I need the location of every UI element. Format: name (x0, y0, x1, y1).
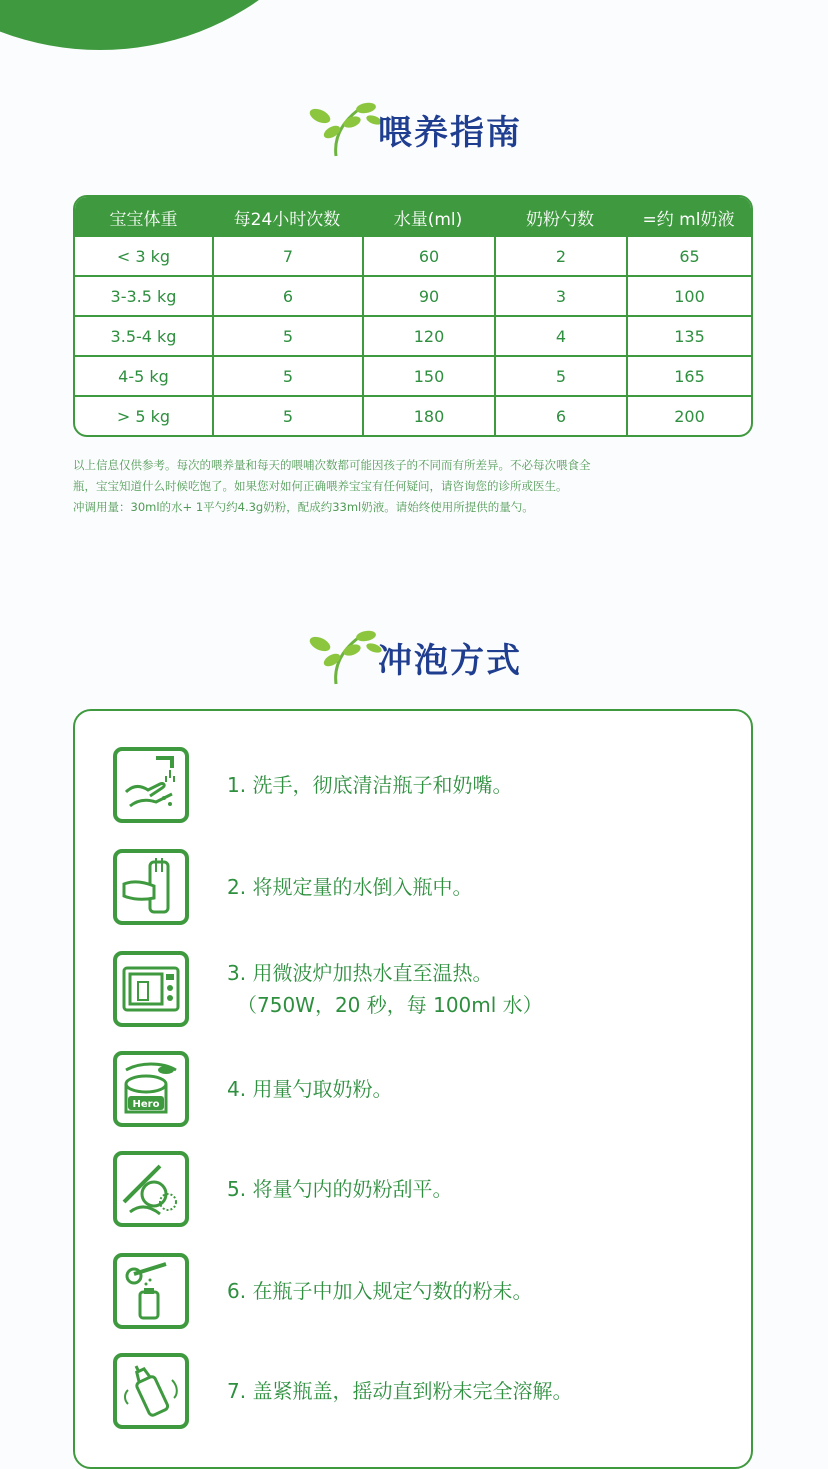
brand-text: Hero (132, 1099, 160, 1110)
table-row (75, 275, 751, 315)
leaf-sprig-icon (306, 100, 384, 158)
cell-times: 6 (212, 277, 362, 315)
cell-times: 5 (212, 397, 362, 435)
top-green-arc (0, 0, 360, 50)
header-scoops: 奶粉勺数 (526, 209, 594, 230)
cell-milk: 65 (626, 237, 751, 275)
microwave-icon (113, 951, 189, 1027)
step-text (227, 957, 543, 1021)
table-row (75, 395, 751, 435)
cell-milk: 200 (626, 397, 751, 435)
step-text: 5. 将量勺内的奶粉刮平。 (227, 1177, 453, 1201)
step-item (113, 949, 713, 1029)
cell-scoops: 5 (494, 357, 626, 395)
cell-weight: 3.5-4 kg (110, 326, 177, 346)
note-line: 以上信息仅供参考。每次的喂养量和每天的喂哺次数都可能因孩子的不同而有所差异。不必每次喂食全 (73, 458, 591, 472)
table-row (75, 315, 751, 355)
feeding-guide-title: 喂养指南 (378, 112, 522, 153)
cell-milk: 135 (626, 317, 751, 355)
leaf-sprig-icon (306, 628, 384, 686)
table-row (75, 237, 751, 275)
cell-water: 60 (362, 237, 494, 275)
feeding-table (73, 195, 753, 437)
step-item (113, 1049, 713, 1129)
note-line: 瓶，宝宝知道什么时候吃饱了。如果您对如何正确喂养宝宝有任何疑问，请咨询您的诊所或医生。 (73, 479, 568, 493)
step-item (113, 847, 713, 927)
cell-weight: 3-3.5 kg (110, 286, 177, 306)
step-text: 4. 用量勺取奶粉。 (227, 1077, 393, 1101)
header-weight: 宝宝体重 (109, 209, 178, 230)
cell-water: 180 (362, 397, 494, 435)
cell-weight: < 3 kg (116, 246, 171, 266)
cell-water: 120 (362, 317, 494, 355)
table-row (75, 355, 751, 395)
header-milk: =约 ml奶液 (642, 209, 735, 230)
step-text: 2. 将规定量的水倒入瓶中。 (227, 875, 473, 899)
preparation-header (0, 628, 828, 686)
step-text: 6. 在瓶子中加入规定勺数的粉末。 (227, 1279, 533, 1303)
cell-water: 90 (362, 277, 494, 315)
cell-scoops: 2 (494, 237, 626, 275)
hand-washing-icon (113, 747, 189, 823)
pour-water-icon (113, 849, 189, 925)
cell-weight: > 5 kg (116, 406, 171, 426)
cell-milk: 165 (626, 357, 751, 395)
feeding-notes (73, 455, 763, 518)
step-text: 7. 盖紧瓶盖，摇动直到粉末完全溶解。 (227, 1379, 573, 1403)
level-scoop-icon (113, 1151, 189, 1227)
preparation-title: 冲泡方式 (378, 640, 522, 681)
cell-water: 150 (362, 357, 494, 395)
step-item (113, 745, 713, 825)
cell-times: 7 (212, 237, 362, 275)
header-times: 每24小时次数 (233, 209, 341, 230)
step-text: 1. 洗手，彻底清洁瓶子和奶嘴。 (227, 773, 513, 797)
feeding-guide-header (0, 100, 828, 158)
shake-bottle-icon (113, 1353, 189, 1429)
preparation-steps-box (73, 709, 753, 1469)
step-item (113, 1251, 713, 1331)
cell-milk: 100 (626, 277, 751, 315)
note-line: 冲调用量：30ml的水+ 1平勺约4.3g奶粉，配成约33ml奶液。请始终使用所提供的量勺。 (73, 500, 534, 514)
table-header (75, 197, 751, 237)
cell-times: 5 (212, 317, 362, 355)
step-item (113, 1149, 713, 1229)
cell-scoops: 4 (494, 317, 626, 355)
cell-scoops: 6 (494, 397, 626, 435)
step-main-text: 3. 用微波炉加热水直至温热。 (227, 961, 493, 985)
cell-weight: 4-5 kg (118, 366, 169, 386)
scoop-powder-icon (113, 1051, 189, 1127)
cell-scoops: 3 (494, 277, 626, 315)
cell-times: 5 (212, 357, 362, 395)
add-powder-icon (113, 1253, 189, 1329)
step-sub-text: （750W，20 秒，每 100ml 水） (237, 993, 543, 1017)
header-water: 水量(ml) (393, 209, 463, 230)
step-item (113, 1351, 713, 1431)
